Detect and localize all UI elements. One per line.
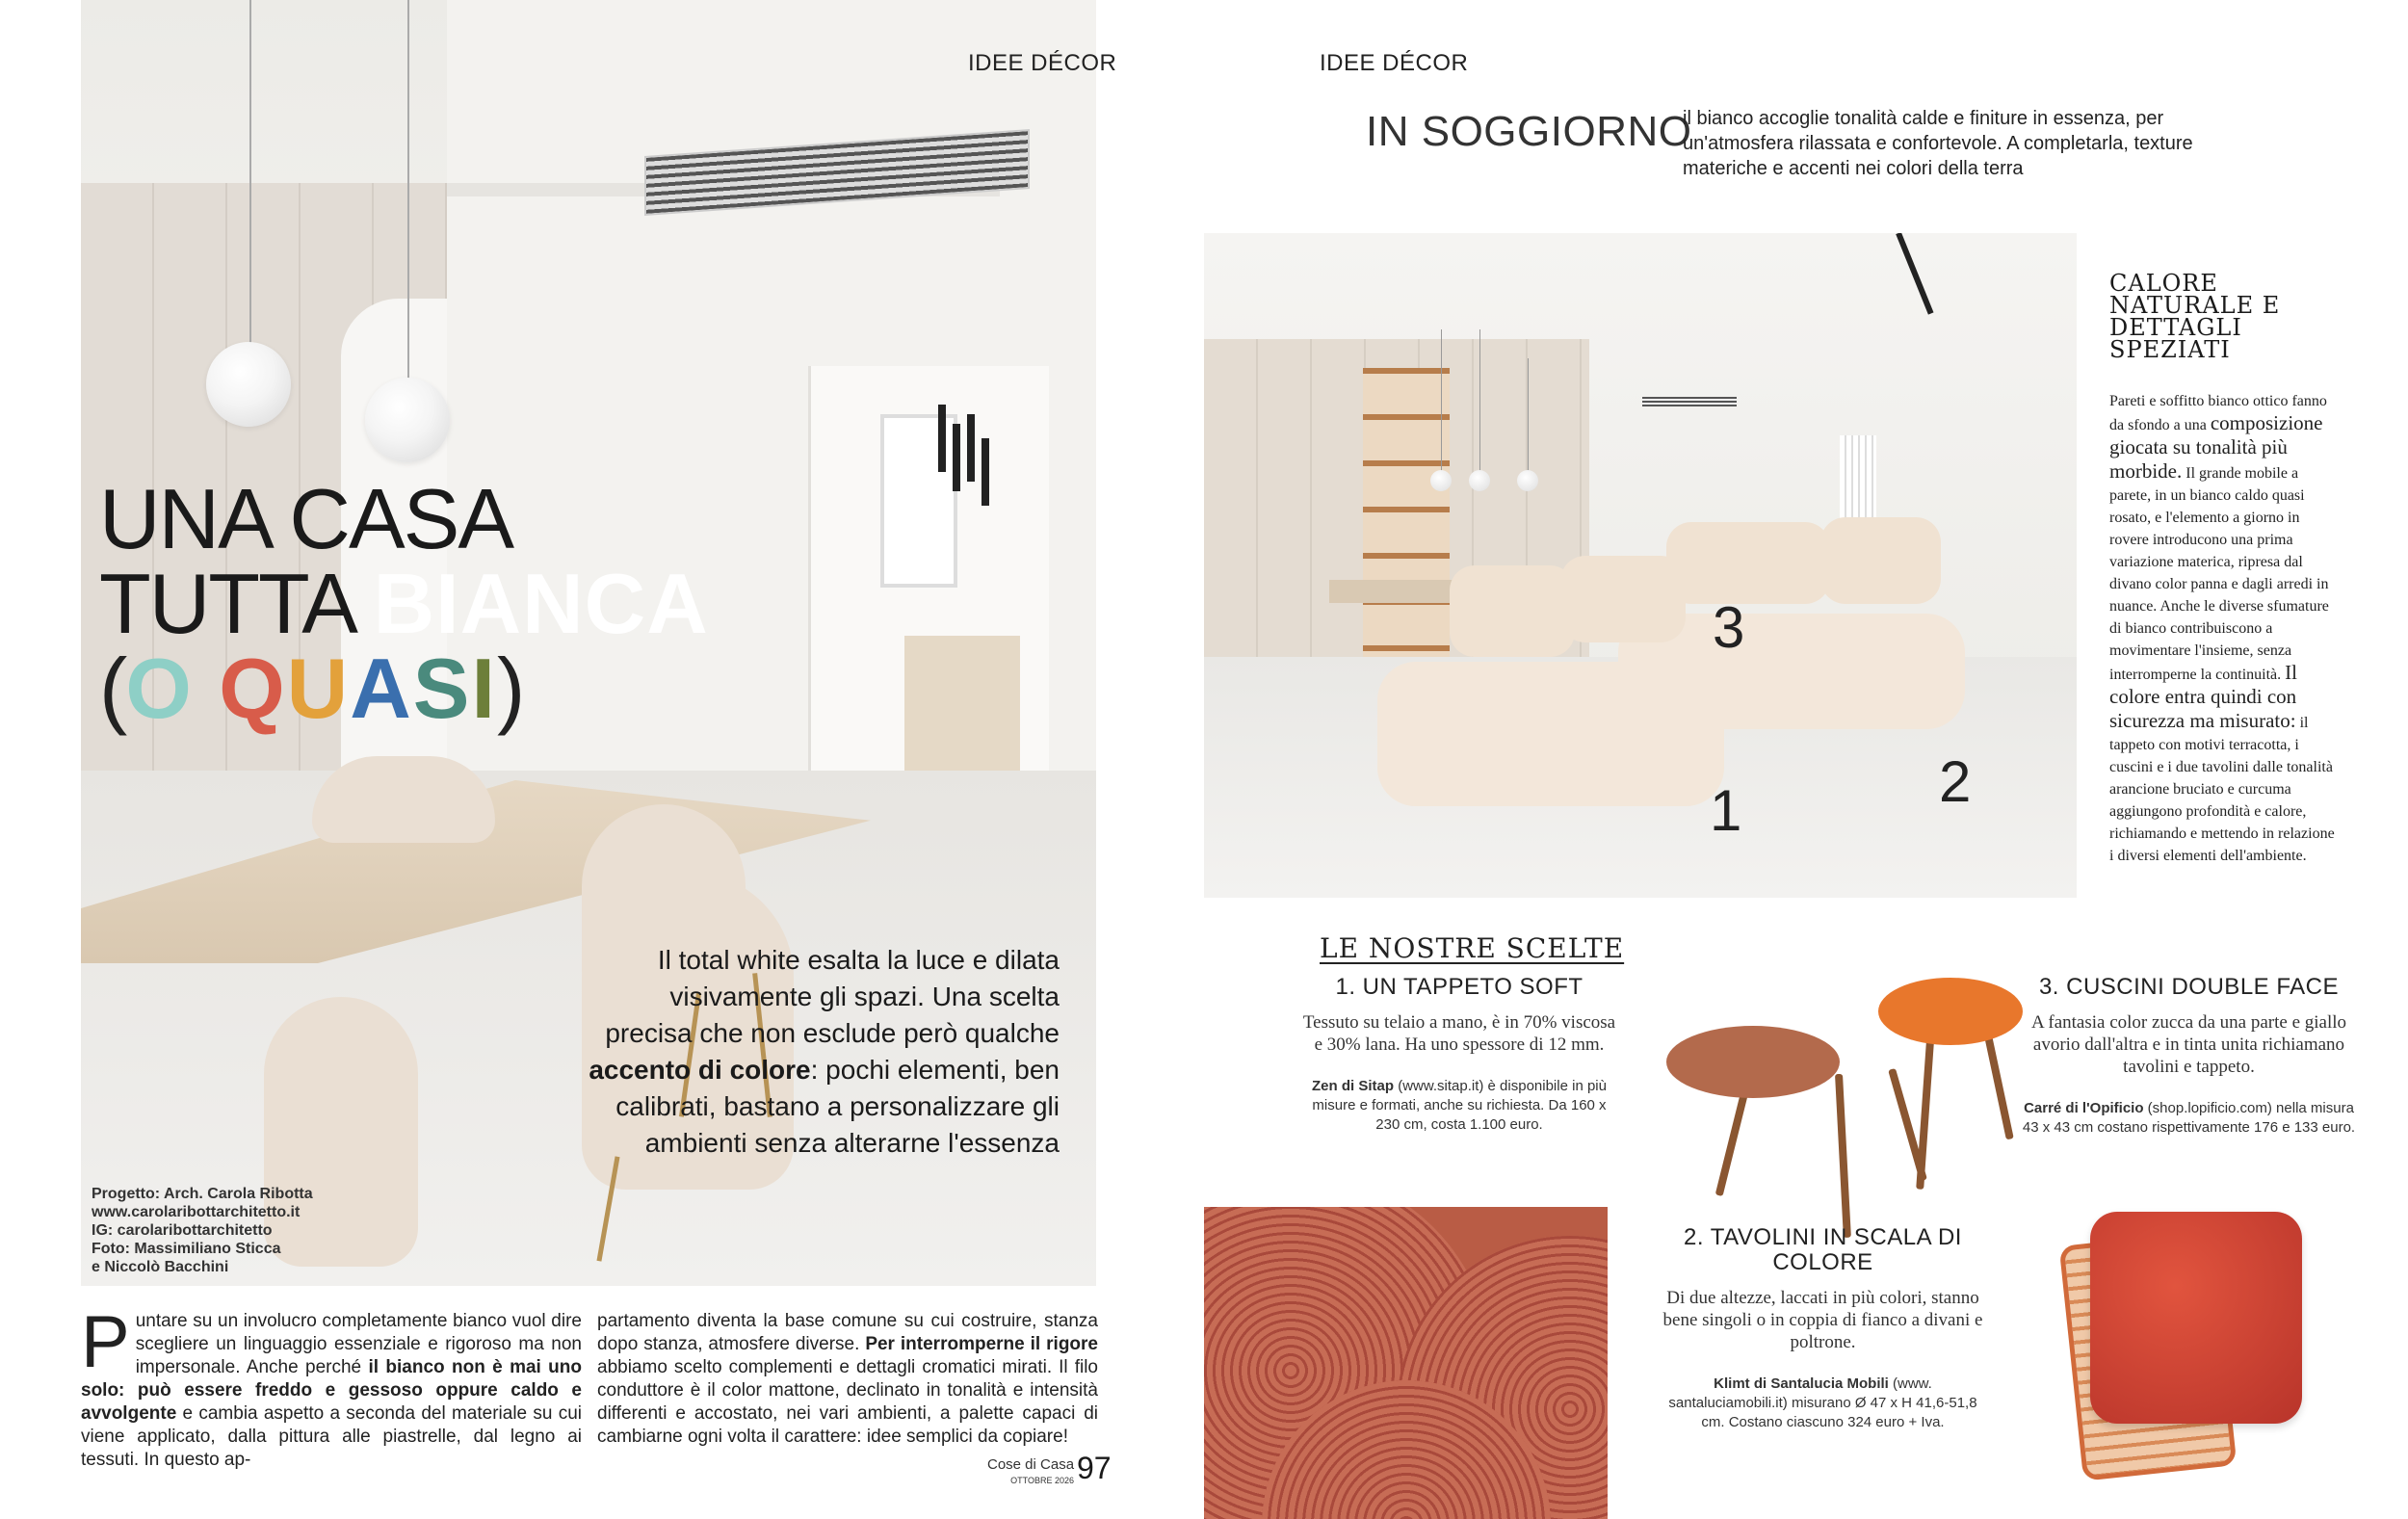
headline-open-paren: (: [99, 641, 126, 736]
headline-letter: O: [125, 641, 194, 736]
sofa-cushion: [1450, 565, 1575, 657]
product-brand: Carré di l'Opificio: [2024, 1100, 2144, 1116]
product-description: Di due altezze, laccati in più colori, stanno bene singoli o in coppia di fianco a divani e poltrone.: [1662, 1288, 1983, 1352]
orange-table-top: [1878, 978, 2023, 1045]
kitchen-pendant: [938, 405, 946, 472]
room-title: IN SOGGIORNO: [1366, 108, 1692, 155]
room-intro: il bianco accoglie tonalità calde e finiture in essenza, per un'atmosfera rilassata e confortevole. A completarla, texture materiche e accenti nei colori della terra: [1683, 108, 2193, 179]
kitchen-island: [904, 636, 1020, 780]
sofa-cushion: [1666, 522, 1830, 604]
product-details: (www. santaluciamobili.it) misurano Ø 47 x H 41,6-51,8 cm. Costano ciascuno 324 euro + Iva.: [1668, 1375, 1977, 1430]
kitchen-pendant: [967, 414, 975, 482]
pendant-lamp: [1469, 470, 1490, 491]
headline: [99, 471, 709, 736]
headline-line-3: [99, 641, 709, 736]
sofa-seat: [1377, 662, 1724, 806]
product-brand: Zen di Sitap: [1312, 1078, 1395, 1094]
magazine-name: Cose di Casa: [987, 1456, 1075, 1473]
kitchen-pendant: [982, 438, 989, 506]
cushion-red: [2090, 1212, 2302, 1424]
pendant-lamp: [1430, 470, 1452, 491]
table-leg: [1835, 1074, 1851, 1238]
product-title: 1. UN TAPPETO SOFT: [1335, 974, 1584, 1000]
sidebar-highlight: Il colore entra quindi con sicurezza ma misurato:: [2109, 661, 2297, 732]
headline-close-paren: ): [496, 641, 524, 736]
drop-cap: P: [81, 1301, 130, 1383]
kitchen-window: [880, 414, 957, 588]
product-details: (shop.lopificio.com) nella misura 43 x 43 cm costano rispettivamente 176 e 133 euro.: [2022, 1100, 2356, 1136]
right-page: [1204, 0, 2408, 1519]
lamp-cord: [1528, 358, 1529, 472]
body-bold: il bianco non è mai uno solo: può essere freddo e gessoso oppure caldo e avvolgente: [81, 1357, 582, 1424]
body-text: partamento diventa la base comune su cui costruire, stanza dopo stanza, atmosfere diverse.: [597, 1311, 1098, 1354]
choices-heading: LE NOSTRE SCELTE: [1320, 932, 1625, 964]
product-info: [1300, 1077, 1618, 1135]
pendant-cord: [249, 0, 251, 344]
product-details: (www.sitap.it) è disponibile in più misure e formati, anche su richiesta. Da 160 x 230 cm, costa 1.100 euro.: [1312, 1078, 1607, 1133]
table-leg: [1984, 1034, 2014, 1139]
living-room-photo: [1204, 233, 2077, 898]
body-column-1: [81, 1301, 582, 1472]
photo-number-3: 3: [1713, 595, 1745, 660]
product-brand: Klimt di Santalucia Mobili: [1714, 1375, 1889, 1392]
product-description: Tessuto su telaio a mano, è in 70% viscosa e 30% lana. Ha uno spessore di 12 mm.: [1302, 1012, 1616, 1055]
credit-line: Progetto: Arch. Carola Ribotta: [92, 1186, 313, 1202]
caption-text: Il total white esalta la luce e dilata visivamente gli spazi. Una scelta precisa che non esclude però qualche: [605, 945, 1060, 1048]
caption-bold: accento di colore: [589, 1055, 811, 1085]
hero-caption: [578, 942, 1060, 1162]
section-label: IDEE DÉCOR: [968, 50, 1117, 76]
body-bold: Per interromperne il rigore: [865, 1334, 1098, 1354]
product-info: [1657, 1375, 1989, 1432]
sidebar-text-part: Pareti e soffitto bianco ottico fanno da sfondo a una: [2109, 393, 2327, 433]
side-tables-image: [1666, 982, 1999, 1223]
product-tables: [1657, 1225, 1989, 1432]
product-title: 3. CUSCINI DOUBLE FACE: [2038, 974, 2340, 1000]
headline-bianca: BIANCA: [373, 556, 709, 651]
photo-number-2: 2: [1939, 749, 1972, 814]
product-rug: [1300, 975, 1618, 1135]
folio: [987, 1457, 1074, 1488]
page-number: 97: [1077, 1451, 1112, 1485]
photo-credits: [92, 1185, 361, 1276]
headline-line-2: [99, 556, 709, 651]
table-leg: [1916, 1040, 1934, 1190]
pendant-cord: [407, 0, 409, 380]
photo-number-1: 1: [1710, 778, 1742, 843]
product-cushions: [2018, 975, 2360, 1138]
air-vent: [1642, 397, 1737, 406]
product-description: A fantasia color zucca da una parte e giallo avorio dall'altra e in tinta unita richiamano tavolini e tappeto.: [2030, 1012, 2347, 1077]
headline-letter: [194, 641, 219, 736]
product-info: [2018, 1099, 2360, 1138]
credit-line: Foto: Massimiliano Sticca: [92, 1241, 281, 1257]
credit-line: IG: carolaribottarchitetto: [92, 1222, 273, 1239]
section-label: IDEE DÉCOR: [1320, 50, 1469, 76]
rug-image: [1204, 1207, 1608, 1519]
sidebar-text-part: Il grande mobile a parete, in un bianco caldo quasi rosato, e l'elemento a giorno in rovere introducono una prima variazione materica, ripresa dal divano color panna e dagli arredi in nuance. Anche le diverse sfumature di bianco contribuiscono a movimentare l'insieme, senza interromperne la continuità.: [2109, 465, 2329, 683]
sidebar-text-part: il tappeto con motivi terracotta, i cuscini e i due tavolini dalle tonalità arancione bruciato e curcuma aggiungono profondità e calore, richiamando e mettendo in relazione i diversi elementi dell'ambiente.: [2109, 715, 2335, 864]
lamp-cord: [1441, 329, 1442, 472]
body-text: abbiamo scelto complementi e dettagli cromatici mirati. Il filo conduttore è il color mattone, declinato in tonalità e intensità differenti e accostato, nei vari ambienti, a palette capaci di cambiarne ogni volta il carattere: idee semplici da copiare!: [597, 1357, 1098, 1447]
headline-o-quasi: [125, 641, 497, 736]
sidebar-title: CALORE NATURALE E DETTAGLI SPEZIATI: [2109, 270, 2281, 363]
kitchen-pendant: [953, 424, 960, 491]
headline-letter: Q: [219, 641, 287, 736]
oak-shelving: [1363, 368, 1450, 657]
body-text: e cambia aspetto a seconda del materiale su cui viene applicato, dalla pittura alle piastrelle, dal legno ai tessuti. In questo ap-: [81, 1403, 582, 1470]
pendant-lamp: [365, 378, 450, 462]
lamp-cord: [1479, 329, 1480, 472]
headline-letter: I: [471, 641, 497, 736]
dining-chair: [312, 756, 495, 843]
pendant-lamp: [206, 342, 291, 427]
sofa-cushion: [1820, 517, 1941, 604]
headline-line-1: UNA CASA: [99, 471, 513, 566]
credit-line: www.carolaribottarchitetto.it: [92, 1204, 301, 1220]
credit-line: e Niccolò Bacchini: [92, 1259, 229, 1275]
caption-text-end: : pochi elementi, ben calibrati, bastano a personalizzare gli ambienti senza alterarne l'essenza: [615, 1055, 1060, 1158]
headline-letter: U: [286, 641, 351, 736]
headline-tutta: TUTTA: [99, 556, 374, 651]
body-text: untare su un involucro completamente bianco vuol dire scegliere un linguaggio essenziale e rigoroso ma non impersonale. Anche perché: [135, 1311, 582, 1377]
sidebar-highlight: composizione giocata su tonalità più morbide.: [2109, 411, 2323, 483]
product-title: 2. TAVOLINI IN SCALA DI COLORE: [1684, 1224, 1962, 1275]
sidebar-text: [2109, 390, 2341, 867]
pendant-lamp: [1517, 470, 1538, 491]
headline-letter: A: [350, 641, 413, 736]
headline-letter: S: [412, 641, 472, 736]
body-column-2: [597, 1310, 1098, 1449]
terracotta-table-top: [1666, 1026, 1840, 1098]
issue-date: OTTOBRE 2026: [1010, 1476, 1075, 1485]
